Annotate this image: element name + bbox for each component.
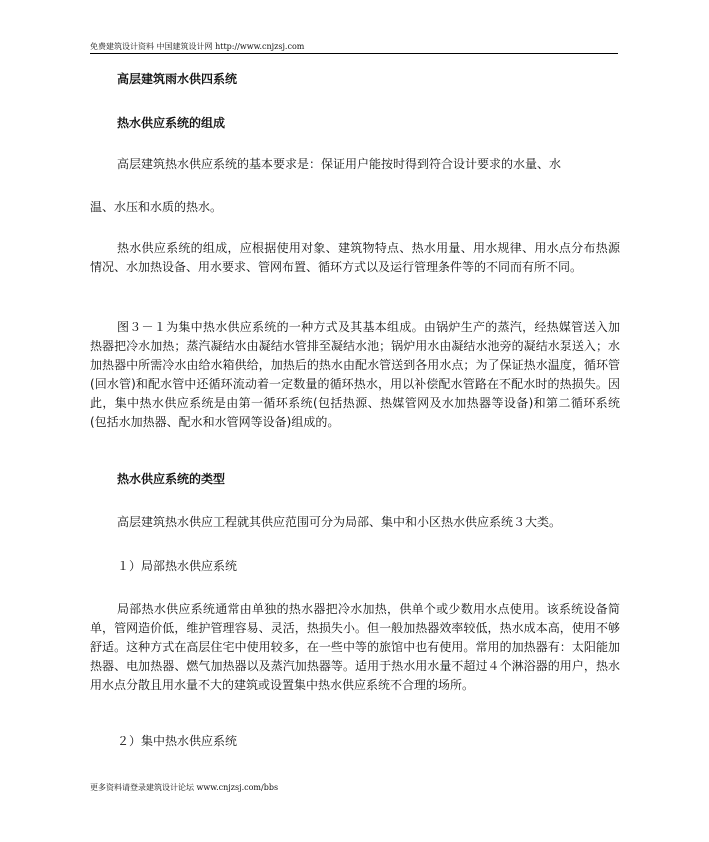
section-heading-types: 热水供应系统的类型 [117,472,226,486]
paragraph-composition-text: 热水供应系统的组成，应根据使用对象、建筑物特点、热水用量、用水规律、用水点分布热源情况、水加热设备、用水要求、管网布置、循环方式以及运行管理条件等的不同而有所不同。 [90,241,620,274]
item-heading-central-system: ２）集中热水供应系统 [117,734,238,748]
page-header: 免费建筑设计资料 中国建筑设计网 http://www.cnjzsj.com [90,41,618,54]
paragraph-basic-requirements-line1: 高层建筑热水供应系统的基本要求是：保证用户能按时得到符合设计要求的水量、水 [117,157,562,171]
page-footer: 更多资料请登录建筑设计论坛 www.cnjzsj.com/bbs [90,783,279,792]
item-heading-local-system: １）局部热水供应系统 [117,559,238,573]
paragraph-local-system [90,600,620,695]
section-heading-composition: 热水供应系统的组成 [117,116,226,130]
paragraph-types-overview: 高层建筑热水供应工程就其供应范围可分为局部、集中和小区热水供应系统３大类。 [117,515,562,529]
paragraph-composition [90,239,620,277]
paragraph-figure-description-text: 图３－１为集中热水供应系统的一种方式及其基本组成。由锅炉生产的蒸汽，经热媒管送入加热器把冷水加热；蒸汽凝结水由凝结水管排至凝结水池；锅炉用水由凝结水池旁的凝结水泵送入；水加热器中所需冷水由给水箱供给，加热后的热水由配水管送到各用水点；为了保证热水温度，循环管(回水管)和配水管中还循环流动着一定数量的循环热水，用以补偿配水管路在不配水时的热损失。因此，集中热水供应系统是由第一循环系统(包括热源、热媒管网及水加热器等设备)和第二循环系统(包括水加热器、配水和水管网等设备)组成的。 [90,320,620,429]
paragraph-basic-requirements-line2: 温、水压和水质的热水。 [90,200,223,214]
document-title: 高层建筑雨水供四系统 [117,72,238,86]
paragraph-local-system-text: 局部热水供应系统通常由单独的热水器把冷水加热，供单个或少数用水点使用。该系统设备简单，管网造价低，维护管理容易、灵活，热损失小。但一般加热器效率较低，热水成本高，使用不够舒适。这种方式在高层住宅中使用较多，在一些中等的旅馆中也有使用。常用的加热器有：太阳能加热器、电加热器、燃气加热器以及蒸汽加热器等。适用于热水用水量不超过４个淋浴器的用户，热水用水点分散且用水量不大的建筑或设置集中热水供应系统不合理的场所。 [90,602,620,692]
paragraph-figure-description [90,318,620,432]
